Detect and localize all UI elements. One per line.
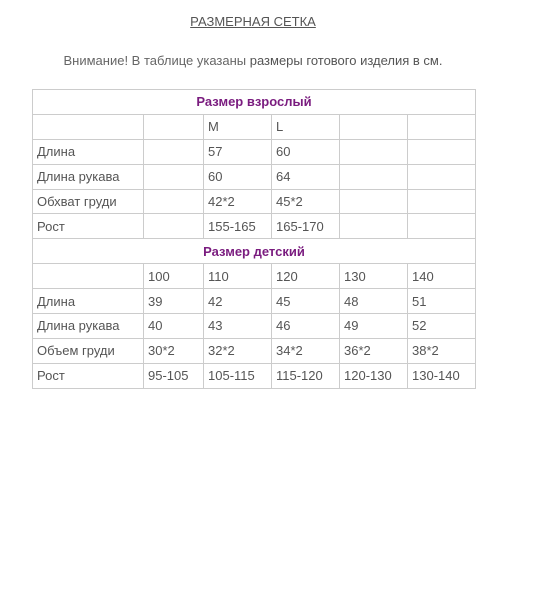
table-cell [340,114,408,139]
size-header-cell: L [272,114,340,139]
table-cell [33,114,144,139]
table-cell [144,139,204,164]
size-header-cell: 130 [340,264,408,289]
page-title: РАЗМЕРНАЯ СЕТКА [190,14,316,29]
table-cell [340,139,408,164]
kids-heading-row [33,239,476,264]
table-cell: 30*2 [144,338,204,363]
notice-emphasis: размеры готового изделия в см. [249,53,443,68]
table-cell [340,164,408,189]
size-header-cell: 120 [272,264,340,289]
table-cell: 40 [144,314,204,339]
table-cell [33,264,144,289]
row-label: Длина рукава [33,164,144,189]
table-row [33,338,476,363]
table-cell: 45*2 [272,189,340,214]
table-cell: 32*2 [204,338,272,363]
row-label: Длина рукава [33,314,144,339]
table-cell: 105-115 [204,363,272,388]
notice-prefix: Внимание! В таблице указаны [63,53,250,68]
row-label: Обхват груди [33,189,144,214]
table-cell [144,164,204,189]
row-label: Рост [33,214,144,239]
table-cell: 39 [144,289,204,314]
table-row [33,363,476,388]
kids-section-heading: Размер детский [33,239,476,264]
table-cell: 46 [272,314,340,339]
table-cell: 130-140 [408,363,476,388]
table-cell [340,214,408,239]
table-cell [408,214,476,239]
table-cell: 57 [204,139,272,164]
table-cell: 51 [408,289,476,314]
table-cell: 34*2 [272,338,340,363]
row-label: Длина [33,139,144,164]
notice-text [0,53,506,68]
size-header-cell: M [204,114,272,139]
table-cell: 42 [204,289,272,314]
table-cell [408,114,476,139]
table-cell: 64 [272,164,340,189]
table-cell: 36*2 [340,338,408,363]
table-cell: 38*2 [408,338,476,363]
adult-section-heading: Размер взрослый [33,90,476,115]
table-cell [408,189,476,214]
table-cell: 115-120 [272,363,340,388]
table-cell [144,189,204,214]
table-cell: 45 [272,289,340,314]
table-cell: 42*2 [204,189,272,214]
table-row [33,214,476,239]
table-cell [340,189,408,214]
table-cell [144,214,204,239]
table-cell: 60 [204,164,272,189]
table-cell: 120-130 [340,363,408,388]
size-header-cell: 140 [408,264,476,289]
kids-sizes-row [33,264,476,289]
table-cell [144,114,204,139]
table-cell: 49 [340,314,408,339]
table-cell: 48 [340,289,408,314]
row-label: Объем груди [33,338,144,363]
table-row [33,314,476,339]
table-cell: 60 [272,139,340,164]
size-header-cell: 100 [144,264,204,289]
row-label: Рост [33,363,144,388]
table-row [33,139,476,164]
table-row [33,189,476,214]
size-header-cell: 110 [204,264,272,289]
table-cell [408,164,476,189]
table-cell: 155-165 [204,214,272,239]
size-table [32,89,476,389]
table-cell: 165-170 [272,214,340,239]
table-cell: 43 [204,314,272,339]
row-label: Длина [33,289,144,314]
table-cell: 52 [408,314,476,339]
adult-heading-row [33,90,476,115]
table-row [33,164,476,189]
table-cell [408,139,476,164]
adult-sizes-row [33,114,476,139]
table-row [33,289,476,314]
table-cell: 95-105 [144,363,204,388]
